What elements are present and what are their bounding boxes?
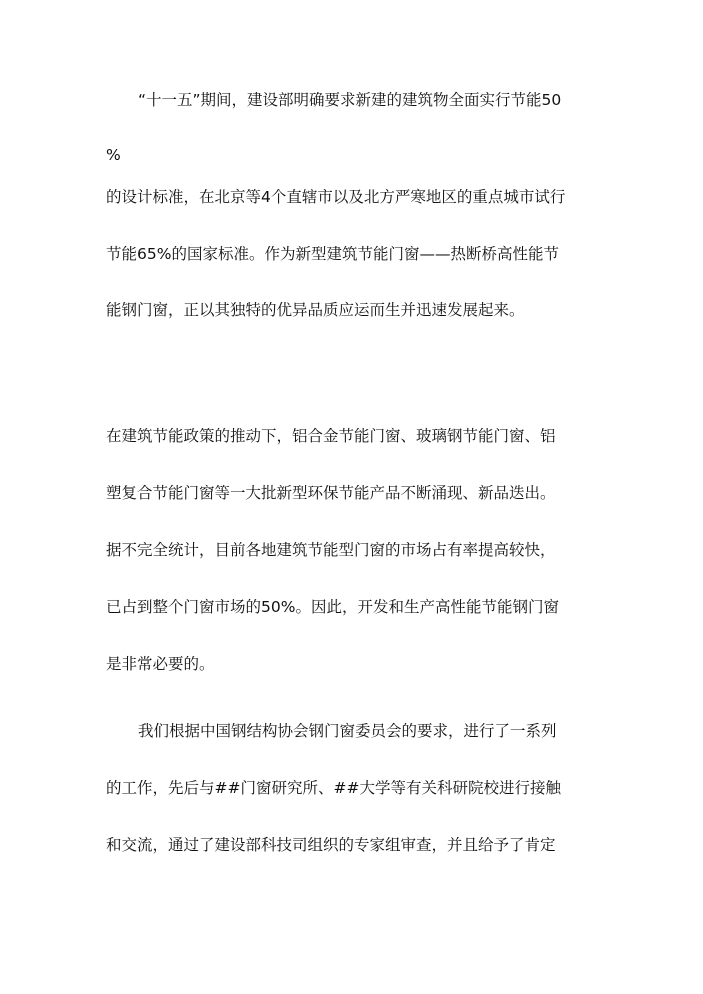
- paragraph-1-line-4: 节能65%的国家标准。作为新型建筑节能门窗——热断桥高性能节: [106, 245, 559, 263]
- paragraph-2-line-5: 是非常必要的。: [106, 655, 215, 673]
- paragraph-1-line-5: 能钢门窗，正以其独特的优异品质应运而生并迅速发展起来。: [106, 301, 525, 319]
- paragraph-1-line-1: “十一五”期间，建设部明确要求新建的建筑物全面实行节能50: [138, 91, 562, 109]
- paragraph-2-line-2: 塑复合节能门窗等一大批新型环保节能产品不断涌现、新品迭出。: [106, 484, 556, 502]
- paragraph-3-line-3: 和交流，通过了建设部科技司组织的专家组审查，并且给予了肯定: [106, 836, 556, 854]
- paragraph-2-line-4: 已占到整个门窗市场的50%。因此，开发和生产高性能节能钢门窗: [106, 598, 559, 616]
- paragraph-2-line-1: 在建筑节能政策的推动下，铝合金节能门窗、玻璃钢节能门窗、铝: [106, 427, 556, 445]
- paragraph-2-line-3: 据不完全统计，目前各地建筑节能型门窗的市场占有率提高较快，: [106, 541, 556, 559]
- paragraph-3-line-1: 我们根据中国钢结构协会钢门窗委员会的要求，进行了一系列: [138, 722, 557, 740]
- paragraph-3-line-2: 的工作，先后与##门窗研究所、##大学等有关科研院校进行接触: [106, 779, 561, 797]
- paragraph-1-line-3: 的设计标准，在北京等4个直辖市以及北方严寒地区的重点城市试行: [106, 188, 566, 206]
- paragraph-1-line-2: %: [106, 146, 121, 164]
